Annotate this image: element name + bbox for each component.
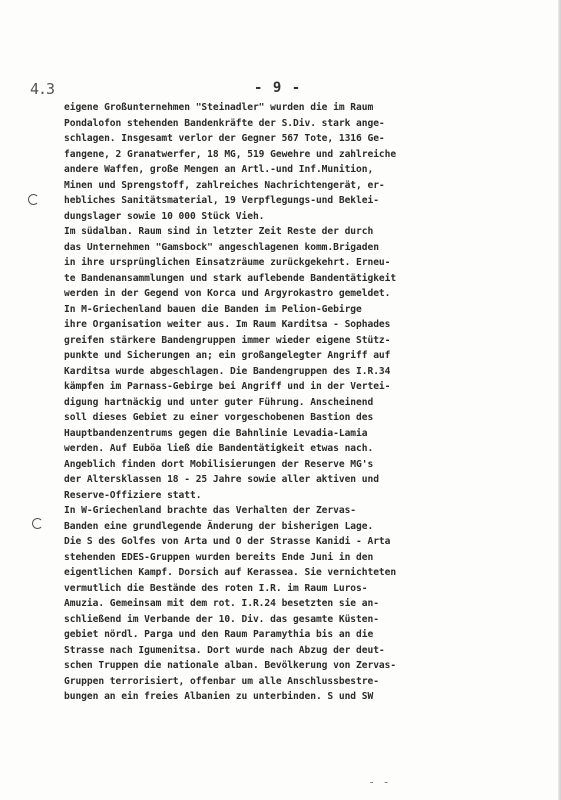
- text-line: punkte und Sicherungen an; ein großangelegter Angriff auf: [64, 350, 391, 361]
- text-line: digung hartnäckig und unter guter Führung. Anscheinend: [64, 396, 374, 408]
- text-line: Reserve-Offiziere statt.: [64, 489, 202, 501]
- text-line: Angeblich finden dort Mobilisierungen der Reserve MG's: [64, 458, 374, 470]
- text-line: andere Waffen, große Mengen an Artl.-und Inf.Munition,: [64, 164, 374, 175]
- text-line: Gruppen terrorisiert, offenbar um alle Anschlussbestre-: [64, 675, 379, 687]
- text-line: das Unternehmen "Gamsbock" angeschlagenen komm.Brigaden: [64, 241, 379, 253]
- text-line: kämpfen im Parnass-Gebirge bei Angriff und in der Vertei-: [64, 381, 391, 392]
- text-line: soll dieses Gebiet zu einer vorgeschobenen Bastion des: [64, 412, 374, 423]
- text-line: ihre Organisation weiter aus. Im Raum Karditsa - Sophades: [64, 319, 391, 330]
- text-line: vermutlich die Bestände des roten I.R. im Raum Luros-: [64, 582, 368, 594]
- text-line: Im südalban. Raum sind in letzter Zeit Reste der durch: [64, 226, 374, 237]
- text-line: Hauptbandenzentrums gegen die Bahnlinie Levadia-Lamia: [64, 427, 368, 439]
- text-line: schlagen. Insgesamt verlor der Gegner 567 Tote, 1316 Ge-: [64, 133, 385, 144]
- text-line: werden. Auf Euböa ließ die Bandentätigkeit etwas nach.: [64, 443, 374, 454]
- text-line: stehenden EDES-Gruppen wurden bereits Ende Juni in den: [64, 551, 374, 563]
- text-line: Strasse nach Igumenitsa. Dort wurde nach Abzug der deut-: [64, 644, 385, 656]
- text-line: Minen und Sprengstoff, zahlreiches Nachrichtengerät, er-: [64, 179, 385, 191]
- text-line: dungslager sowie 10 000 Stück Vieh.: [64, 210, 265, 222]
- text-line: in ihre ursprünglichen Einsatzräume zurückgekehrt. Erneu-: [64, 257, 391, 268]
- text-line: eigentlichen Kampf. Dorsich auf Kerassea. Sie vernichteten: [64, 567, 397, 578]
- text-line: Die S des Golfes von Arta und O der Strasse Kanidi - Arta: [64, 536, 391, 547]
- text-line: der Altersklassen 18 - 25 Jahre sowie aller aktiven und: [64, 474, 379, 485]
- footer-mark: - -: [368, 775, 390, 789]
- text-line: schließend im Verbande der 10. Div. das gesamte Küsten-: [64, 613, 379, 625]
- text-line: In W-Griechenland brachte das Verhalten der Zervas-: [64, 505, 357, 516]
- typewritten-body: [64, 100, 474, 705]
- text-line: Banden eine grundlegende Änderung der bisherigen Lage.: [64, 520, 374, 532]
- text-line: hebliches Sanitätsmaterial, 19 Verpflegungs-und Beklei-: [64, 195, 379, 206]
- punch-hole-icon: [32, 518, 43, 529]
- text-line: bungen an ein freies Albanien zu unterbinden. S und SW: [64, 691, 374, 702]
- punch-hole-icon: [28, 194, 39, 205]
- text-line: In M-Griechenland bauen die Banden im Pelion-Gebirge: [64, 303, 362, 315]
- text-line: greifen stärkere Bandengruppen immer wieder eigene Stütz-: [64, 334, 391, 346]
- text-line: eigene Großunternehmen "Steinadler" wurden die im Raum: [64, 102, 374, 113]
- text-line: werden in der Gegend von Korca und Argyrokastro gemeldet.: [64, 288, 391, 299]
- text-line: te Bandenansammlungen und stark auflebende Bandentätigkeit: [64, 272, 397, 284]
- text-line: schen Truppen die nationale alban. Bevölkerung von Zervas-: [64, 660, 397, 671]
- text-line: Karditsa wurde abgeschlagen. Die Bandengruppen des I.R.34: [64, 365, 391, 377]
- page-number: - 9 -: [254, 80, 302, 96]
- text-line: Pondalofon stehenden Bandenkräfte der S.Div. stark ange-: [64, 117, 385, 129]
- text-line: Amuzia. Gemeinsam mit dem rot. I.R.24 besetzten sie an-: [64, 598, 379, 609]
- text-line: gebiet nördl. Parga und den Raum Paramythia bis an die: [64, 629, 374, 640]
- text-line: fangene, 2 Granatwerfer, 18 MG, 519 Gewehre und zahlreiche: [64, 148, 397, 160]
- handwritten-corner-mark: 4.3: [30, 80, 55, 98]
